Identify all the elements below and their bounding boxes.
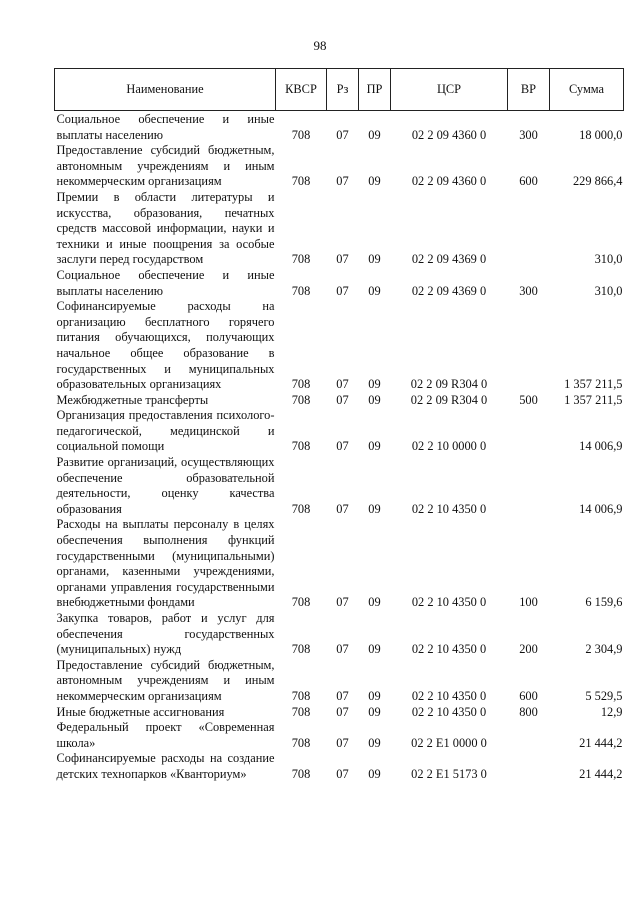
cell-sum: 18 000,0 — [579, 127, 623, 142]
cell-csr: 02 2 09 R304 0 — [410, 392, 488, 407]
cell-name: Закупка товаров, работ и услуг для обеспечения государственных (муниципальных) нужд — [56, 611, 275, 657]
cell-pr: 09 — [368, 735, 381, 750]
cell-vr — [508, 299, 550, 393]
cell-csr: 02 2 09 4369 0 — [411, 283, 487, 298]
cell-pr: 09 — [368, 252, 381, 267]
cell-pr: 09 — [368, 439, 381, 454]
cell-kvsr: 708 — [291, 766, 311, 781]
cell-name: Социальное обеспечение и иные выплаты населению — [56, 112, 275, 142]
cell-rz: 07 — [336, 704, 349, 719]
cell-vr: 500 — [519, 392, 538, 407]
cell-rz: 07 — [336, 688, 349, 703]
cell-sum: 6 159,6 — [585, 595, 623, 610]
cell-rz: 07 — [336, 252, 349, 267]
cell-name: Предоставление субсидий бюджетным, автономным учреждениям и иным некоммерческим организациям — [56, 143, 275, 189]
cell-csr: 02 2 09 4360 0 — [411, 127, 487, 142]
cell-csr: 02 2 10 4350 0 — [411, 595, 487, 610]
cell-pr: 09 — [368, 174, 381, 189]
cell-rz: 07 — [336, 174, 349, 189]
cell-csr: 02 2 09 4360 0 — [411, 174, 487, 189]
cell-kvsr: 708 — [291, 595, 311, 610]
cell-vr: 600 — [519, 174, 538, 189]
cell-kvsr: 708 — [291, 392, 311, 407]
cell-pr: 09 — [368, 501, 381, 516]
cell-name: Софинансируемые расходы на создание детских технопарков «Кванториум» — [56, 751, 275, 781]
cell-sum: 310,0 — [594, 283, 623, 298]
cell-csr: 02 2 E1 5173 0 — [411, 766, 487, 781]
column-header-rz: Рз — [327, 69, 359, 111]
cell-pr: 09 — [368, 127, 381, 142]
budget-table — [54, 68, 624, 783]
cell-vr: 200 — [519, 642, 538, 657]
column-header-vr: ВР — [508, 69, 550, 111]
cell-rz: 07 — [336, 377, 349, 392]
cell-csr: 02 2 10 4350 0 — [411, 704, 487, 719]
cell-name: Организация предоставления психолого-педагогической, медицинской и социальной помощи — [56, 408, 275, 454]
table-row — [55, 517, 624, 611]
cell-rz: 07 — [336, 642, 349, 657]
cell-pr: 09 — [368, 392, 381, 407]
column-header-sum: Сумма — [550, 69, 624, 111]
cell-vr: 300 — [519, 283, 538, 298]
page-number: 98 — [313, 38, 327, 53]
table-row — [55, 705, 624, 721]
cell-name: Софинансируемые расходы на организацию бесплатного горячего питания обучающихся, получающих начальное общее образование в государственных и муниципальных образовательных организациях — [56, 299, 275, 392]
cell-name: Иные бюджетные ассигнования — [56, 704, 225, 719]
cell-kvsr: 708 — [291, 283, 311, 298]
cell-vr: 600 — [519, 688, 538, 703]
cell-sum: 12,9 — [600, 704, 623, 719]
cell-csr: 02 2 10 4350 0 — [411, 501, 487, 516]
cell-pr: 09 — [368, 595, 381, 610]
table-row — [55, 611, 624, 658]
cell-kvsr: 708 — [291, 127, 311, 142]
cell-kvsr: 708 — [291, 501, 311, 516]
cell-pr: 09 — [368, 377, 381, 392]
cell-sum: 1 357 211,5 — [564, 392, 623, 407]
cell-vr: 800 — [519, 704, 538, 719]
cell-name: Федеральный проект «Современная школа» — [56, 720, 275, 750]
cell-sum: 1 357 211,5 — [564, 377, 623, 392]
column-header-pr: ПР — [359, 69, 391, 111]
cell-name: Расходы на выплаты персоналу в целях обеспечения выполнения функций государственными (муниципальными) органами, казенными учреждениями, органами управления государственными внебюджетными фондами — [56, 517, 275, 610]
cell-vr — [508, 190, 550, 268]
cell-pr: 09 — [368, 688, 381, 703]
cell-name: Предоставление субсидий бюджетным, автономным учреждениям и иным некоммерческим организациям — [56, 657, 275, 703]
cell-sum: 229 866,4 — [572, 174, 623, 189]
cell-name: Социальное обеспечение и иные выплаты населению — [56, 267, 275, 298]
cell-kvsr: 708 — [291, 688, 311, 703]
cell-rz: 07 — [336, 766, 349, 781]
table-header — [55, 69, 624, 111]
cell-kvsr: 708 — [291, 174, 311, 189]
column-header-kvsr: КВСР — [276, 69, 327, 111]
cell-rz: 07 — [336, 735, 349, 750]
cell-sum: 14 006,9 — [579, 439, 623, 454]
cell-csr: 02 2 E1 0000 0 — [411, 735, 487, 750]
cell-csr: 02 2 10 0000 0 — [411, 439, 487, 454]
cell-kvsr: 708 — [291, 642, 311, 657]
cell-kvsr: 708 — [291, 252, 311, 267]
cell-name: Развитие организаций, осуществляющих обеспечение образовательной деятельности, оценку качества образования — [56, 455, 275, 516]
cell-vr — [508, 408, 550, 455]
cell-rz: 07 — [336, 127, 349, 142]
table-row — [55, 408, 624, 455]
cell-vr — [508, 455, 550, 517]
table-row — [55, 299, 624, 393]
table-row — [55, 658, 624, 705]
table-body — [55, 111, 624, 783]
cell-name: Межбюджетные трансферты — [56, 392, 209, 407]
cell-pr: 09 — [368, 704, 381, 719]
table-row — [55, 751, 624, 782]
cell-sum: 14 006,9 — [579, 501, 623, 516]
cell-rz: 07 — [336, 595, 349, 610]
cell-rz: 07 — [336, 392, 349, 407]
cell-rz: 07 — [336, 439, 349, 454]
cell-vr — [508, 720, 550, 751]
table-row — [55, 111, 624, 144]
table-row — [55, 268, 624, 299]
cell-kvsr: 708 — [291, 735, 311, 750]
cell-rz: 07 — [336, 501, 349, 516]
cell-sum: 2 304,9 — [585, 642, 623, 657]
table-row — [55, 190, 624, 268]
cell-csr: 02 2 10 4350 0 — [411, 642, 487, 657]
cell-sum: 21 444,2 — [579, 735, 623, 750]
cell-sum: 21 444,2 — [579, 766, 623, 781]
cell-kvsr: 708 — [291, 704, 311, 719]
column-header-csr: ЦСР — [391, 69, 508, 111]
cell-csr: 02 2 10 4350 0 — [411, 688, 487, 703]
cell-sum: 310,0 — [594, 252, 623, 267]
cell-vr — [508, 751, 550, 782]
cell-vr: 300 — [519, 127, 538, 142]
table-row — [55, 143, 624, 190]
cell-vr: 100 — [519, 595, 538, 610]
cell-rz: 07 — [336, 283, 349, 298]
column-header-name: Наименование — [55, 69, 276, 111]
cell-csr: 02 2 09 R304 0 — [410, 377, 488, 392]
cell-pr: 09 — [368, 283, 381, 298]
cell-kvsr: 708 — [291, 439, 311, 454]
table-row — [55, 393, 624, 409]
table-row — [55, 455, 624, 517]
cell-name: Премии в области литературы и искусства, образования, печатных средств массовой информации, науки и техники и иные поощрения за особые заслуги перед государством — [56, 189, 275, 267]
cell-sum: 5 529,5 — [585, 688, 623, 703]
cell-csr: 02 2 09 4369 0 — [411, 252, 487, 267]
cell-kvsr: 708 — [291, 377, 311, 392]
cell-pr: 09 — [368, 642, 381, 657]
table-row — [55, 720, 624, 751]
cell-pr: 09 — [368, 766, 381, 781]
